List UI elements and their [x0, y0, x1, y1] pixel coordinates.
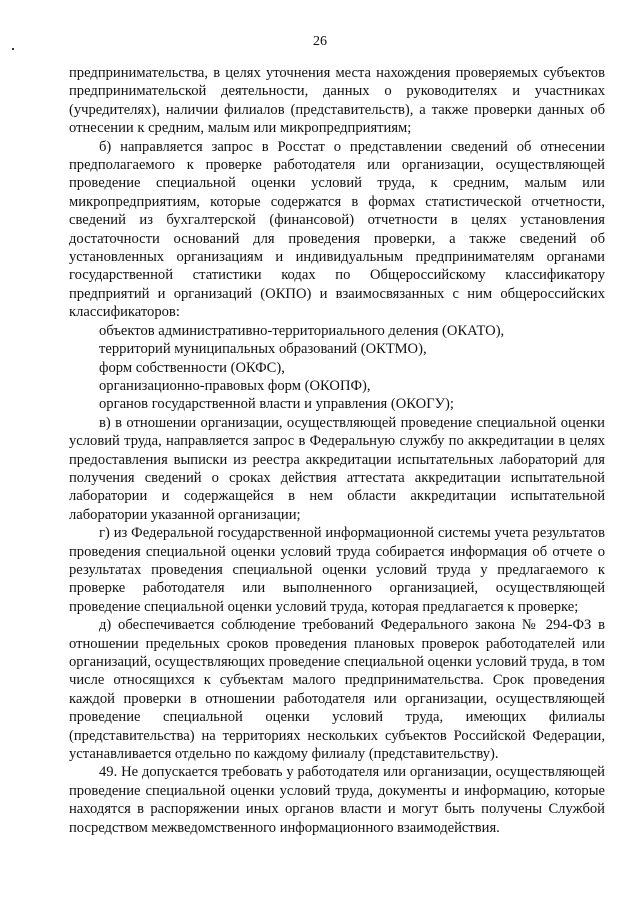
list-item: форм собственности (ОКФС),	[99, 359, 285, 376]
paragraph: д) обеспечивается соблюдение требований Федерального закона № 294-ФЗ в отношении предельных сроков проведения плановых проверок работодателей или организаций, осуществляющих проведение специальной оценки условий труда, в том числе относящихся к субъектам малого предпринимательства. Срок проведения каждой проверки в отношении работодателя или организации, осуществляющей проведение специальной оценки условий труда, имеющих филиалы (представительства) на территориях нескольких субъектов Российской Федерации, устанавливается отдельно по каждому филиалу (представительству).	[69, 617, 605, 763]
paragraph: 49. Не допускается требовать у работодателя или организации, осуществляющей проведение специальной оценки условий труда, документы и информацию, которые находятся в распоряжении иных органов власти и могут быть получены Службой посредством межведомственного информационного взаимодействия.	[69, 764, 605, 836]
list-item: объектов административно-территориального деления (ОКАТО),	[99, 322, 505, 339]
list-item: территорий муниципальных образований (ОКТМО),	[99, 341, 427, 358]
page-number: 26	[313, 34, 327, 49]
document-body	[69, 64, 605, 837]
paragraph: предпринимательства, в целях уточнения места нахождения проверяемых субъектов предпринимательской деятельности, данных о руководителях и участниках (учредителях), наличии филиалов (представительств), а также проверки данных об отнесении к средним, малым или микропредприятиям;	[69, 65, 605, 137]
list-item: организационно-правовых форм (ОКОПФ),	[99, 377, 371, 394]
paragraph: г) из Федеральной государственной информационной системы учета результатов проведения специальной оценки условий труда собирается информация об отчете о результатах проведения специальной оценки условий труда у предлагаемого к проверке работодателя или выполненного организацией, осуществляющей проведение специальной оценки условий труда, которая предлагается к проверке;	[69, 525, 605, 615]
paragraph: б) направляется запрос в Росстат о представлении сведений об отнесении предполагаемого к проверке работодателя или организации, осуществляющей проведение специальной оценки условий труда, к средним, малым или микропредприятиям, которые содержатся в формах статистической отчетности, сведений из бухгалтерской (финансовой) отчетности в целях установления достаточности оснований для проведения проверки, а также сведений об установленных организациям и индивидуальным предпринимателям органами государственной статистики кодах по Общероссийскому классификатору предприятий и организаций (ОКПО) и взаимосвязанных с ним общероссийских классификаторов:	[69, 138, 605, 321]
paragraph: в) в отношении организации, осуществляющей проведение специальной оценки условий труда, направляется запрос в Федеральную службу по аккредитации в целях предоставления выписки из реестра аккредитации испытательных лабораторий для получения сведений о сроках действия аттестата аккредитации испытательной лаборатории и содержащейся в нем области аккредитации испытательной лаборатории указанной организации;	[69, 414, 605, 523]
list-item: органов государственной власти и управления (ОКОГУ);	[99, 396, 454, 413]
